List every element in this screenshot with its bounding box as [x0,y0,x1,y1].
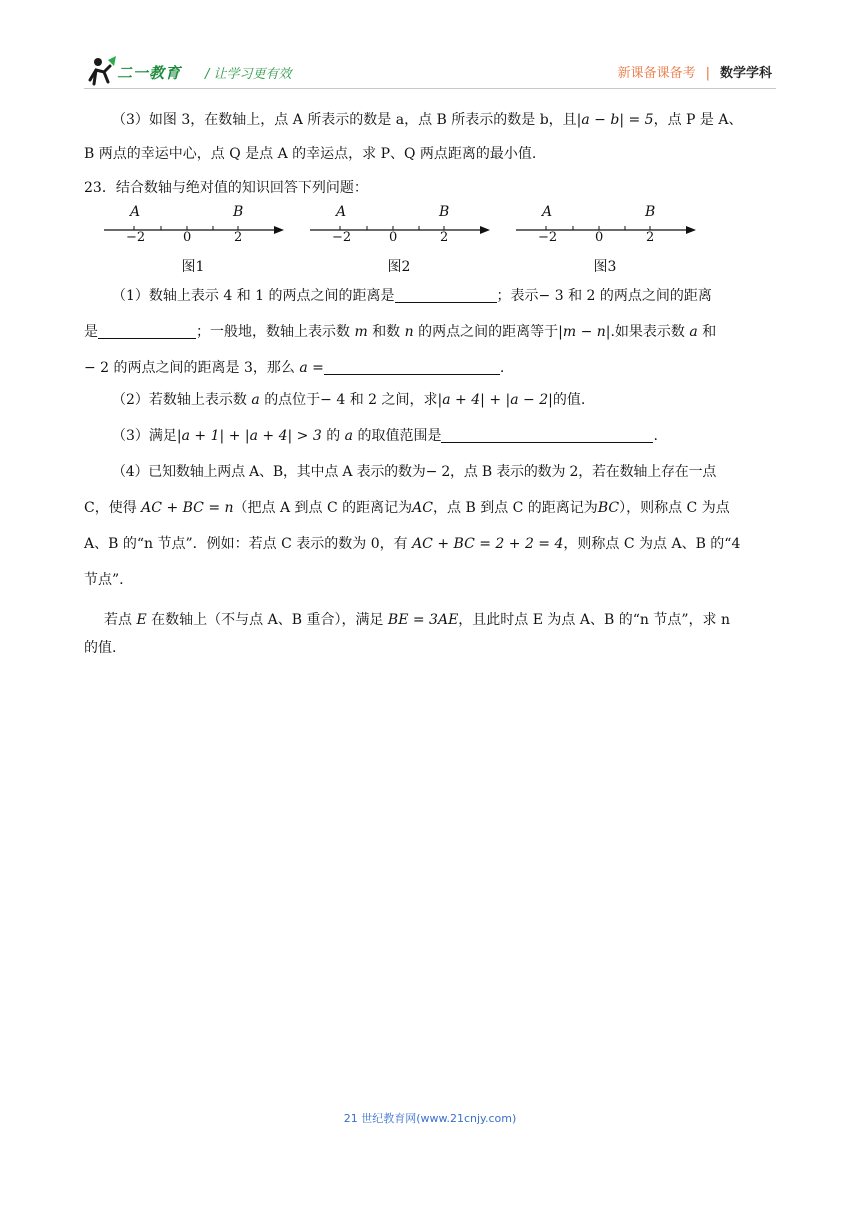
tick-label: 0 [389,230,398,245]
answer-blank[interactable] [98,322,196,339]
q23-part1-line2: 是 ；一般地，数轴上表示数 m 和数 n 的两点之间的距离等于|m − n|.如果表示数 a 和 [84,324,717,340]
point-b-label: B [233,204,244,220]
tick-label: 2 [234,230,243,245]
figure-caption: 图1 [181,259,205,275]
tick-label: 0 [595,230,604,245]
q23-part4-line6: 的值. [84,640,117,656]
figure-1 [100,200,286,280]
point-b-label: B [645,204,656,220]
q23-part4-line2: C，使得 AC + BC = n（把点 A 到点 C 的距离记为AC，点 B 到点 C 的距离记为BC），则称点 C 为点 [84,500,730,516]
header-right [618,62,772,81]
figure-caption: 图3 [593,259,617,275]
question-23-parts [84,278,778,666]
point-a-label: A [336,204,347,220]
q23-part3: （3）满足|a + 1| + |a + 4| > 3 的 a 的取值范围是 . [112,428,658,444]
answer-blank[interactable] [441,426,653,443]
exam-label: 新课备课备考 [617,66,696,81]
tick-label: 2 [440,230,449,245]
q23-part4-line4: 节点”. [84,572,124,588]
question-content [84,108,778,200]
page-footer: 21 世纪教育网(www.21cnjy.com) [343,1112,517,1125]
header-divider [84,88,776,89]
point-b-label: B [439,204,450,220]
answer-blank[interactable] [324,358,500,375]
point-a-label: A [130,204,141,220]
tick-label: −2 [126,230,146,245]
page-header [0,0,860,96]
q23-part4-line5: 若点 E 在数轴上（不与点 A、B 重合），满足 BE = 3AE，且此时点 E 为点 A、B 的“n 节点”，求 n [104,612,730,628]
math-expression: |a − b| = 5 [576,112,654,128]
header-separator: | [705,66,710,81]
answer-blank[interactable] [395,286,497,303]
q22-part3-line2: B 两点的幸运中心，点 Q 是点 A 的幸运点，求 P、Q 两点距离的最小值. [84,146,537,162]
tick-label: 0 [183,230,192,245]
q23-part4-line3: A、B 的“n 节点”．例如：若点 C 表示的数为 0，有 AC + BC = 2 + 2 = 4，则称点 C 为点 A、B 的“4 [84,536,741,552]
q23-part1-line1: （1）数轴上表示 4 和 1 的两点之间的距离是 ；表示− 3 和 2 的两点之间的距离 [112,288,712,304]
subject-label: 数学学科 [719,66,772,81]
q23-part1-line3: − 2 的两点之间的距离是 3，那么 a = . [84,360,505,376]
number-line-figures [100,200,700,280]
figure-3 [512,200,698,280]
slogan: / 让学习更有效 [205,67,292,82]
logo-text: 二一教育 [117,64,182,82]
point-a-label: A [542,204,553,220]
q22-part3-line1: （3）如图 3，在数轴上，点 A 所表示的数是 a，点 B 所表示的数是 b，且|a − b| = 5，点 P 是 A、 [112,112,743,128]
q23-title: 23．结合数轴与绝对值的知识回答下列问题： [84,180,368,196]
figure-caption: 图2 [387,259,411,275]
q23-part2: （2）若数轴上表示数 a 的点位于− 4 和 2 之间，求|a + 4| + |a − 2|的值. [112,392,586,408]
tick-label: −2 [538,230,558,245]
tick-label: 2 [646,230,655,245]
tick-label: −2 [332,230,352,245]
figure-2 [306,200,492,280]
q23-part4-line1: （4）已知数轴上两点 A、B，其中点 A 表示的数为− 2，点 B 表示的数为 2，若在数轴上存在一点 [112,464,717,480]
